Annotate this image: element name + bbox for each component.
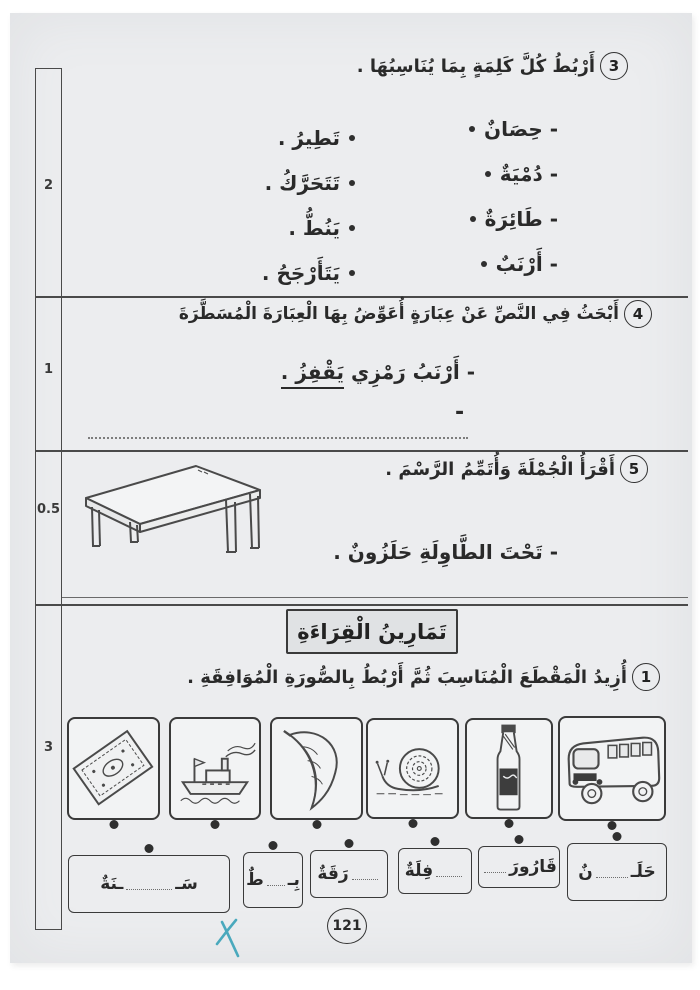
score-exercise3: 2 bbox=[43, 178, 54, 193]
connector-dot bbox=[469, 126, 475, 132]
fragment-end: ـنَةٌ bbox=[100, 874, 124, 894]
connector-dot bbox=[431, 837, 440, 846]
match-row bbox=[413, 106, 558, 151]
match-row bbox=[413, 196, 558, 241]
score-exercise5: 0.5 bbox=[36, 502, 61, 517]
match-row bbox=[200, 205, 355, 250]
exercise4-sentence-start: - أَرْنَبُ رَمْزِي bbox=[351, 360, 475, 384]
fragment-start: قَارُورَ bbox=[509, 857, 557, 877]
picture-box-bus bbox=[558, 716, 666, 821]
fragment-start: بِـ bbox=[287, 870, 300, 890]
table-drawing bbox=[78, 460, 268, 560]
fragment-box-bottle-word bbox=[478, 846, 560, 888]
match-row bbox=[200, 160, 355, 205]
fill-blank bbox=[436, 865, 462, 877]
fragment-box-leaf-word bbox=[310, 850, 388, 898]
page-number: 121 bbox=[332, 918, 362, 934]
exercise5-sentence: - تَحْتَ الطَّاوِلَةِ حَلَزُونٌ . bbox=[333, 540, 558, 564]
exercise4-answer-dash: - bbox=[455, 400, 465, 425]
match-word-doll: - دُمْيَةٌ bbox=[499, 161, 558, 186]
match-row bbox=[413, 241, 558, 286]
connector-dot bbox=[349, 270, 355, 276]
connector-dot bbox=[349, 180, 355, 186]
connector-dot bbox=[312, 820, 321, 829]
picture-box-ship bbox=[169, 717, 261, 820]
exercise3-right-column bbox=[413, 106, 558, 286]
reading-section-header-box bbox=[286, 609, 458, 654]
fragment-end: طٌ bbox=[246, 870, 264, 890]
connector-dot bbox=[470, 216, 476, 222]
fragment-box-snail-word bbox=[567, 843, 667, 901]
fill-blank bbox=[352, 868, 378, 880]
connector-dot bbox=[269, 841, 278, 850]
leaf-icon bbox=[272, 719, 361, 818]
ship-icon bbox=[171, 719, 259, 818]
connector-dot bbox=[613, 832, 622, 841]
match-word-flies: تَطِيرُ . bbox=[277, 125, 340, 150]
connector-dot bbox=[345, 839, 354, 848]
fragment-start: حَلَـ bbox=[630, 862, 656, 882]
exercise4-answer-line bbox=[88, 437, 468, 439]
score-exercise4: 1 bbox=[43, 362, 54, 377]
match-word-hops: يَنُطُّ . bbox=[288, 215, 340, 240]
picture-box-leaf bbox=[270, 717, 363, 820]
bottle-icon bbox=[467, 720, 551, 817]
connector-dot bbox=[505, 819, 514, 828]
exercise1-header bbox=[187, 663, 660, 691]
carpet-icon bbox=[69, 719, 158, 818]
exercise5-header bbox=[385, 455, 648, 483]
exercise3-left-column bbox=[200, 115, 355, 295]
match-word-moves: تَتَحَرَّكُ . bbox=[264, 170, 340, 195]
exercise5-title: أَقْرَأُ الْجُمْلَةَ وَأُتَمِّمُ الرَّسْمَ . bbox=[385, 458, 615, 480]
exercise1-number-badge: 1 bbox=[632, 663, 660, 691]
connector-dot bbox=[211, 820, 220, 829]
reading-section-title: تَمَارِينُ الْقِرَاءَةِ bbox=[297, 619, 447, 644]
match-row bbox=[200, 115, 355, 160]
match-word-horse: - حِصَانٌ bbox=[484, 116, 558, 141]
fill-blank bbox=[267, 874, 285, 886]
exercise1-title: أُزِيدُ الْمَقْطَعَ الْمُنَاسِبَ ثُمَّ أَرْبُطُ بِالصُّورَةِ الْمُوَافِقَةِ . bbox=[187, 666, 627, 688]
connector-dot bbox=[485, 171, 491, 177]
picture-box-bottle bbox=[465, 718, 553, 819]
exercise3-header bbox=[357, 52, 628, 80]
fragment-box-carpet-word bbox=[243, 852, 303, 908]
fill-blank bbox=[484, 861, 506, 873]
fragment-end: رَقَةٌ bbox=[317, 864, 349, 884]
score-exercise1: 3 bbox=[43, 740, 54, 755]
fill-blank bbox=[126, 878, 172, 890]
fragment-end: نٌ bbox=[578, 862, 593, 882]
divider-ex5-reading bbox=[35, 604, 688, 606]
handwritten-x-mark bbox=[210, 916, 250, 962]
match-word-swings: يَتَأَرْجَحُ . bbox=[261, 260, 340, 285]
connector-dot bbox=[481, 261, 487, 267]
match-row bbox=[413, 151, 558, 196]
connector-dot bbox=[515, 835, 524, 844]
exercise4-title: أَبْحَثُ فِي النَّصِّ عَنْ عِبَارَةٍ أُعَوِّضُ بِهَا الْعِبَارَةَ الْمُسَطَّرَةَ bbox=[178, 304, 619, 324]
fragment-box-ship-word bbox=[68, 855, 230, 913]
match-word-plane: - طَائِرَةٌ bbox=[484, 206, 558, 231]
fragment-end: فِلَةٌ bbox=[404, 861, 434, 881]
exercise4-underlined-word: يَقْفِزُ . bbox=[281, 360, 344, 389]
snail-icon bbox=[368, 720, 457, 817]
connector-dot bbox=[608, 821, 617, 830]
exercise4-sentence bbox=[281, 360, 475, 384]
connector-dot bbox=[109, 820, 118, 829]
page-number-badge bbox=[327, 908, 367, 944]
picture-box-carpet bbox=[67, 717, 160, 820]
divider-ex4-ex5 bbox=[35, 450, 688, 452]
exercise5-number-badge: 5 bbox=[620, 455, 648, 483]
exercise4-header bbox=[179, 300, 652, 328]
exercise4-number-badge: 4 bbox=[624, 300, 652, 328]
fragment-box-bus-word bbox=[398, 848, 472, 894]
divider-ex3-ex4 bbox=[35, 296, 688, 298]
fill-blank bbox=[596, 866, 628, 878]
match-row bbox=[200, 250, 355, 295]
score-margin-column bbox=[35, 68, 62, 930]
connector-dot bbox=[349, 135, 355, 141]
exercise3-number-badge: 3 bbox=[600, 52, 628, 80]
picture-box-snail bbox=[366, 718, 459, 819]
divider-ex5-bottom-thin bbox=[62, 597, 688, 598]
match-word-rabbit: - أَرْنَبٌ bbox=[495, 251, 558, 276]
fragment-start: سَـ bbox=[175, 874, 198, 894]
exercise3-title: أَرْبُطُ كُلَّ كَلِمَةٍ بِمَا يُنَاسِبُهَا . bbox=[356, 55, 595, 77]
connector-dot bbox=[349, 225, 355, 231]
connector-dot bbox=[408, 819, 417, 828]
bus-icon bbox=[560, 718, 664, 819]
connector-dot bbox=[145, 844, 154, 853]
